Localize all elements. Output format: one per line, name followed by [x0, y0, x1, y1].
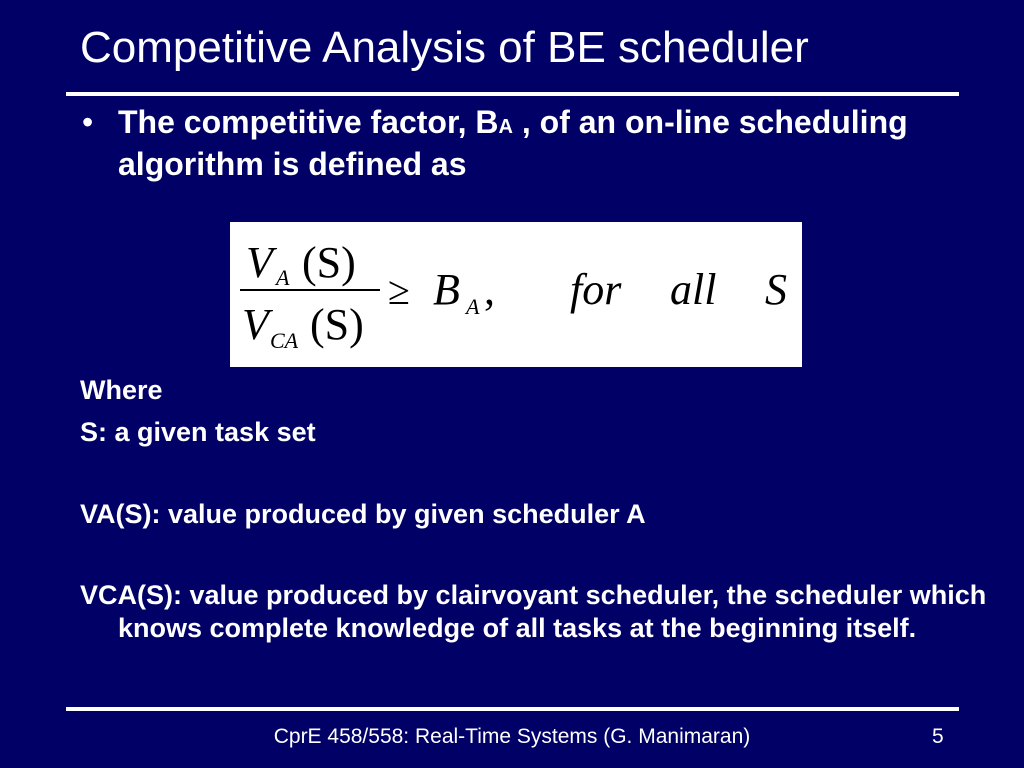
where-label: Where: [80, 375, 163, 405]
denominator-argument: (S): [310, 300, 364, 349]
competitive-factor-formula: [230, 222, 802, 367]
denominator-subscript: CA: [270, 328, 299, 353]
geq-symbol: ≥: [388, 268, 410, 313]
b-symbol: B: [433, 265, 460, 314]
footer-course: CprE 458/558: Real-Time Systems (G. Manimaran): [273, 725, 751, 748]
definition-bullet: [82, 104, 942, 183]
bullet-subscript: A: [498, 116, 513, 138]
slide-title: Competitive Analysis of BE scheduler: [80, 23, 809, 72]
numerator-v: V: [246, 238, 273, 287]
b-subscript: A: [466, 294, 480, 319]
formula-graphic: [230, 222, 802, 367]
definition-vca: VCA(S): value produced by clairvoyant scheduler, the scheduler which knows complete knowledge of all tasks at the beginning itself.: [80, 580, 987, 643]
formula-for: for: [570, 265, 622, 314]
definition-va: VA(S): value produced by given scheduler A: [80, 499, 646, 529]
denominator-v: V: [242, 300, 269, 349]
footer-divider: [66, 707, 959, 711]
bullet-marker: •: [82, 104, 94, 140]
formula-s: S: [765, 265, 787, 314]
numerator-subscript: A: [276, 265, 290, 290]
definition-s: S: a given task set: [80, 417, 316, 447]
bullet-text-after: , of an on-line scheduling algorithm is defined as: [118, 104, 908, 182]
formula-all: all: [670, 265, 717, 314]
title-divider: [66, 92, 959, 96]
formula-comma: ,: [484, 265, 495, 314]
bullet-text: [118, 104, 942, 183]
bullet-text-before: The competitive factor, B: [118, 104, 499, 140]
numerator-argument: (S): [302, 238, 356, 287]
page-number: 5: [932, 725, 944, 748]
